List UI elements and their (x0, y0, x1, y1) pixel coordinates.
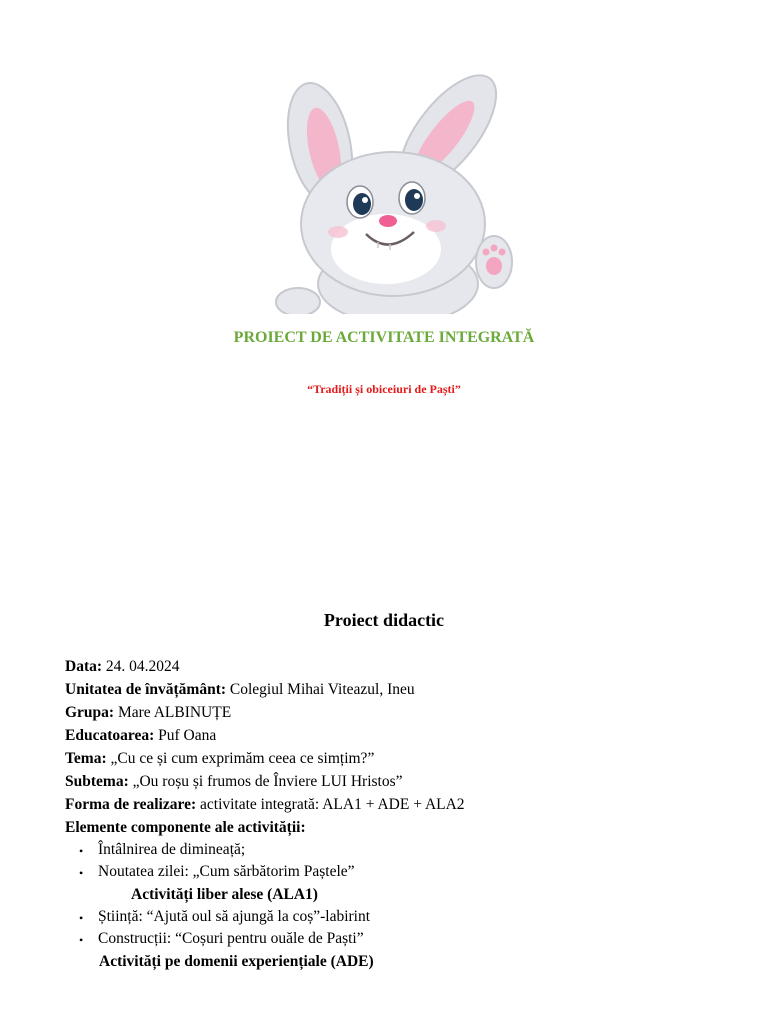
bunny-illustration (268, 74, 528, 314)
components-heading: Elemente componente ale activității: (65, 819, 306, 836)
list-item: • Noutatea zilei: „Cum sărbătorim Paștele” (98, 861, 725, 883)
field-tema: Tema: „Cu ce și cum exprimăm ceea ce simțim?” (65, 750, 375, 767)
list-item: • Construcții: “Coșuri pentru ouăle de Paști” (98, 928, 725, 950)
components-list (65, 839, 725, 883)
field-educatoarea: Educatoarea: Puf Oana (65, 727, 217, 744)
field-subtema: Subtema: „Ou roșu și frumos de Înviere LUI Hristos” (65, 773, 403, 790)
field-forma: Forma de realizare: activitate integrată: ALA1 + ADE + ALA2 (65, 796, 465, 813)
list-item: • Știință: “Ajută oul să ajungă la coș”-labirint (98, 906, 725, 928)
ala1-heading: Activități liber alese (ALA1) (131, 886, 318, 903)
ala1-list (65, 906, 725, 950)
field-unitatea: Unitatea de învățământ: Colegiul Mihai Viteazul, Ineu (65, 681, 415, 698)
project-title: PROIECT DE ACTIVITATE INTEGRATĂ (233, 329, 535, 346)
project-info (65, 655, 725, 973)
project-subtitle: “Tradiții și obiceiuri de Paști” (307, 382, 461, 396)
document-heading: Proiect didactic (323, 610, 445, 630)
list-item: • Întâlnirea de dimineață; (98, 839, 725, 861)
field-data: Data: 24. 04.2024 (65, 658, 180, 675)
ade-heading: Activități pe domenii experiențiale (ADE) (99, 953, 374, 970)
field-grupa: Grupa: Mare ALBINUȚE (65, 704, 232, 721)
